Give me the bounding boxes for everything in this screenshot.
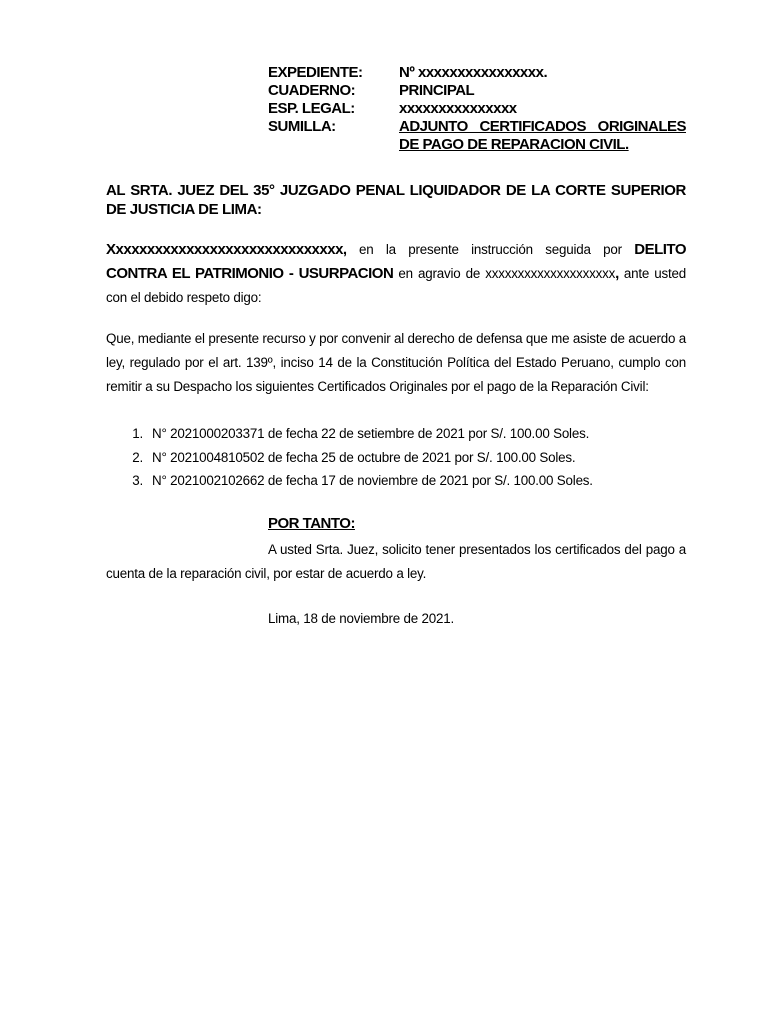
list-item-number: 3. — [132, 473, 143, 488]
sumilla-label: SUMILLA: — [268, 118, 336, 135]
header-row-cuaderno — [268, 82, 686, 100]
header-row-expediente — [268, 64, 686, 82]
place-date: Lima, 18 de noviembre de 2021. — [268, 611, 455, 626]
sumilla-value: ADJUNTO CERTIFICADOS ORIGINALES DE PAGO DE REPARACION CIVIL. — [399, 118, 686, 153]
list-item — [106, 469, 686, 493]
crime-type: DELITO CONTRA EL PATRIMONIO - USURPACION — [106, 241, 686, 282]
addressee: AL SRTA. JUEZ DEL 35° JUZGADO PENAL LIQUIDADOR DE LA CORTE SUPERIOR DE JUSTICIA DE LIMA: — [106, 182, 686, 218]
list-item — [106, 422, 686, 446]
list-item-text: N° 2021004810502 de fecha 25 de octubre de 2021 por S/. 100.00 Soles. — [152, 449, 576, 465]
list-item — [106, 446, 686, 470]
defendant-name: Xxxxxxxxxxxxxxxxxxxxxxxxxxxxxx, — [106, 241, 347, 258]
list-item-number: 1. — [132, 426, 143, 441]
header-row-esp-legal — [268, 100, 686, 118]
intro-text-2: en agravio de xxxxxxxxxxxxxxxxxxxx — [393, 266, 616, 281]
cuaderno-value: PRINCIPAL — [399, 82, 475, 99]
intro-text-3: ante usted con el debido respeto digo: — [106, 266, 687, 305]
list-item-number: 2. — [132, 449, 143, 465]
closing-paragraph: A usted Srta. Juez, solicito tener presentados los certificados del pago a cuenta de la reparación civil, por estar de acuerdo a ley. — [106, 542, 686, 581]
body-paragraph: Que, mediante el presente recurso y por convenir al derecho de defensa que me asiste de acuerdo a ley, regulado por el art. 139º, inciso 14 de la Constitución Política del Estado Peruano, cumplo con remitir a su Despacho los siguientes Certificados Originales por el pago de la Reparación Civil: — [106, 331, 686, 394]
expediente-label: EXPEDIENTE: — [268, 64, 363, 81]
certificates-list — [106, 422, 686, 493]
por-tanto-heading: POR TANTO: — [268, 515, 355, 532]
intro-paragraph — [106, 238, 686, 310]
case-header — [268, 64, 686, 154]
list-item-text: N° 2021000203371 de fecha 22 de setiembre de 2021 por S/. 100.00 Soles. — [152, 426, 590, 441]
header-row-sumilla — [268, 118, 686, 154]
intro-comma: , — [615, 265, 619, 282]
esp-legal-label: ESP. LEGAL: — [268, 100, 355, 117]
expediente-value: Nº xxxxxxxxxxxxxxxx. — [399, 64, 548, 81]
cuaderno-label: CUADERNO: — [268, 82, 356, 99]
intro-text-1: en la presente instrucción seguida por — [346, 242, 635, 257]
list-item-text: N° 2021002102662 de fecha 17 de noviembre de 2021 por S/. 100.00 Soles. — [152, 473, 593, 488]
esp-legal-value: xxxxxxxxxxxxxxx — [399, 100, 517, 117]
